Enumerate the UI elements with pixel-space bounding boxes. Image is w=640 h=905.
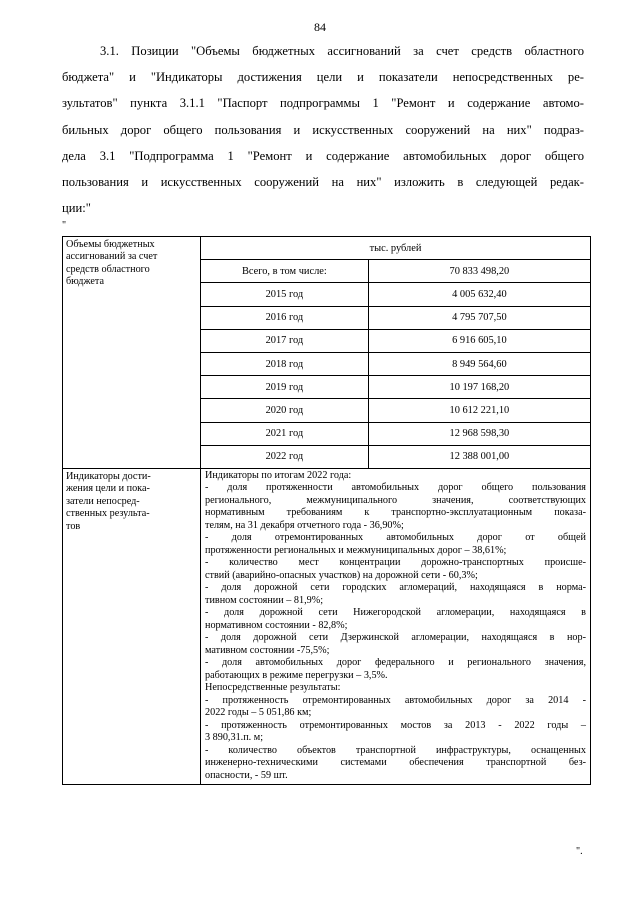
closing-quote-mark: ". <box>576 846 583 857</box>
indicator-line: - количество мест концентрации дорожно-транспортных происше- <box>205 557 586 569</box>
budget-year-value: 70 833 498,20 <box>368 260 590 283</box>
intro-line: бюджета" и "Индикаторы достижения цели и показатели непосредственных ре- <box>62 70 584 85</box>
indicator-line: мативном состоянии -75,5%; <box>205 644 330 656</box>
budget-year-value: 4 795 707,50 <box>368 306 590 329</box>
intro-paragraph <box>62 38 584 221</box>
indicator-line: - доля дорожной сети Нижегородской агломерации, находящаяся в <box>205 607 586 619</box>
budget-label-line: средств областного <box>66 263 150 275</box>
intro-line: дела 3.1 "Подпрограмма 1 "Ремонт и содержание автомобильных дорог общего <box>62 148 584 163</box>
indicator-line: протяженности региональных и межмуниципальных дорог – 38,61%; <box>205 544 507 556</box>
budget-year-label: 2016 год <box>201 306 368 329</box>
budget-values-cell <box>201 237 591 469</box>
budget-table-row <box>201 445 590 468</box>
indicator-line: работающих в режиме перегрузки – 3,5%. <box>205 669 388 681</box>
budget-year-label: Всего, в том числе: <box>201 260 368 283</box>
budget-label-line: ассигнований за счет <box>66 251 158 263</box>
budget-year-label: 2017 год <box>201 329 368 352</box>
indicator-line: опасности, - 59 шт. <box>205 769 288 781</box>
indicator-line: - доля протяженности автомобильных дорог общего пользования <box>205 482 586 494</box>
indicators-label-line: ственных результа- <box>66 508 150 520</box>
indicator-line: 3 890,31.п. м; <box>205 732 264 744</box>
indicator-line: - доля автомобильных дорог федерального и регионального значения, <box>205 657 586 669</box>
budget-label-cell <box>63 237 201 469</box>
budget-table-row <box>201 352 590 375</box>
budget-year-label: 2019 год <box>201 376 368 399</box>
indicator-line: ствий (аварийно-опасных участков) на дорожной сети - 60,3%; <box>205 569 478 581</box>
indicator-line: нормативном состоянии - 82,8%; <box>205 619 348 631</box>
budget-year-value: 8 949 564,60 <box>368 352 590 375</box>
budget-table-row <box>201 260 590 283</box>
budget-year-value: 10 612 221,10 <box>368 399 590 422</box>
units-header: тыс. рублей <box>201 237 590 260</box>
budget-table-row <box>201 399 590 422</box>
intro-line: 3.1. Позиции "Объемы бюджетных ассигнований за счет средств областного <box>100 44 584 58</box>
indicator-line: Непосредственные результаты: <box>205 682 341 694</box>
indicator-line: - доля отремонтированных автомобильных дорог от общей <box>205 532 586 544</box>
budget-label-line: бюджета <box>66 276 104 288</box>
intro-line: зультатов" пункта 3.1.1 "Паспорт подпрограммы 1 "Ремонт и содержание автомо- <box>62 96 584 111</box>
budget-year-value: 10 197 168,20 <box>368 376 590 399</box>
budget-values-table <box>201 237 590 468</box>
budget-year-value: 4 005 632,40 <box>368 283 590 306</box>
indicator-line: - количество объектов транспортной инфраструктуры, оснащенных <box>205 744 586 756</box>
indicators-label-cell <box>63 468 201 785</box>
budget-label-line: Объемы бюджетных <box>66 239 155 250</box>
budget-year-label: 2020 год <box>201 399 368 422</box>
indicators-label-line: Индикаторы дости- <box>66 470 151 482</box>
budget-year-value: 6 916 605,10 <box>368 329 590 352</box>
indicators-label-line: жения цели и пока- <box>66 483 150 495</box>
indicator-line: тивном состоянии – 81,9%; <box>205 594 324 606</box>
intro-line: бильных дорог общего пользования и искусственных сооружений на них" подраз- <box>62 122 584 137</box>
indicator-line: телям, на 31 декабря отчетного года - 36,90%; <box>205 519 404 531</box>
indicator-line: инженерно-техническими системами обеспечения транспортной без- <box>205 757 586 769</box>
indicators-row <box>63 468 591 785</box>
budget-table-row <box>201 422 590 445</box>
indicator-line: нормативным требованиям к транспортно-эксплуатационным показа- <box>205 507 586 519</box>
indicator-line: - протяженность отремонтированных мостов за 2013 - 2022 годы – <box>205 719 586 731</box>
budget-year-label: 2022 год <box>201 445 368 468</box>
budget-year-label: 2021 год <box>201 422 368 445</box>
budget-year-label: 2015 год <box>201 283 368 306</box>
indicator-line: - доля дорожной сети городских агломераций, находящаяся в норма- <box>205 582 586 594</box>
indicator-line: регионального, межмуниципального значения, соответствующих <box>205 494 586 506</box>
budget-table-row <box>201 306 590 329</box>
indicators-label-line: тов <box>66 520 81 532</box>
budget-row <box>63 237 591 469</box>
indicators-text-cell <box>201 468 591 785</box>
passport-table <box>62 236 591 785</box>
budget-table-row <box>201 283 590 306</box>
indicator-line: 2022 годы – 5 051,86 км; <box>205 707 312 719</box>
indicator-line: - доля дорожной сети Дзержинской агломерации, находящаяся в нор- <box>205 632 586 644</box>
budget-table-row <box>201 329 590 352</box>
intro-line: пользования и искусственных сооружений на них" изложить в следующей редак- <box>62 175 584 190</box>
budget-year-value: 12 968 598,30 <box>368 422 590 445</box>
budget-table-row <box>201 376 590 399</box>
budget-year-value: 12 388 001,00 <box>449 451 510 463</box>
indicators-label-line: затели непосред- <box>66 495 140 507</box>
intro-line: ции:" <box>62 201 91 216</box>
opening-quote-mark: " <box>62 220 67 231</box>
indicator-line: - протяженность отремонтированных автомобильных дорог за 2014 - <box>205 694 586 706</box>
budget-year-label: 2018 год <box>201 352 368 375</box>
indicator-line: Индикаторы по итогам 2022 года: <box>205 469 352 481</box>
page-number: 84 <box>314 20 326 34</box>
